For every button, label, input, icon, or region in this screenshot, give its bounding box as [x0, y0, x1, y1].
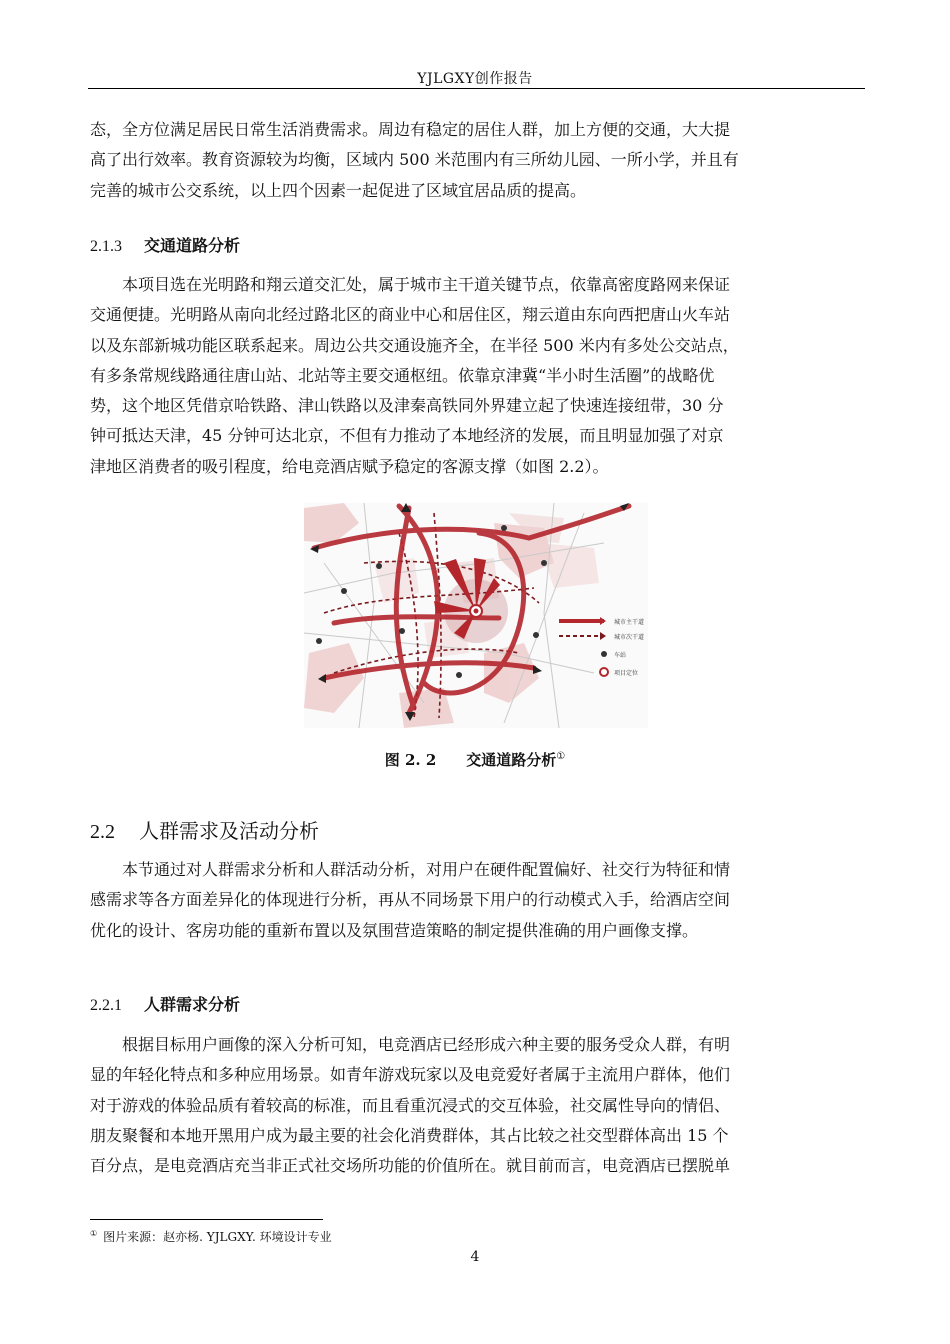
text-line: 有多条常规线路通往唐山站、北站等主要交通枢纽。依靠京津冀“半小时生活圈”的战略优: [90, 365, 715, 385]
legend-secondary-road-label: 城市次干道: [614, 634, 645, 641]
section-number: 2.2.1: [90, 997, 122, 1014]
legend-station-swatch: [601, 651, 607, 657]
page-header: YJLGXY创作报告: [417, 71, 533, 87]
footnote-mark: ①: [90, 1229, 98, 1238]
text-line: 优化的设计、客房功能的重新布置以及氛围营造策略的制定提供准确的用户画像支撑。: [90, 920, 699, 940]
text-line: 以及东部新城功能区联系起来。周边公共交通设施齐全，在半径 500 米内有多处公交站点，: [90, 335, 739, 355]
section-title: 交通道路分析: [144, 236, 241, 255]
text-line: 感需求等各方面差异化的体现进行分析，再从不同场景下用户的行动模式入手，给酒店空间: [90, 890, 731, 910]
paragraph-1: [90, 115, 860, 206]
section-title: 人群需求分析: [144, 995, 241, 1014]
text-line: 高了出行效率。教育资源较为均衡，区域内 500 米范围内有三所幼儿园、一所小学，并且有: [90, 150, 739, 170]
legend-project-swatch: [600, 668, 608, 676]
legend-main-road-label: 城市主干道: [614, 619, 645, 626]
legend-station-label: 车站: [614, 652, 627, 659]
section-heading-2-1-3: [90, 233, 240, 256]
text-line: 津地区消费者的吸引程度，给电竞酒店赋予稳定的客源支撑（如图 2.2）。: [90, 456, 609, 476]
text-line: 朋友聚餐和本地开黑用户成为最主要的社会化消费群体，其占比较之社交型群体高出 15 个: [90, 1125, 729, 1145]
text-line: 交通便捷。光明路从南向北经过路北区的商业中心和居住区，翔云道由东向西把唐山火车站: [90, 305, 731, 325]
footnote: [90, 1228, 332, 1245]
text-line: 显的年轻化特点和多种应用场景。如青年游戏玩家以及电竞爱好者属于主流用户群体，他们: [90, 1065, 731, 1085]
paragraph-3: [90, 855, 860, 946]
paragraph-4: [90, 1030, 860, 1181]
footnote-text: 图片来源：赵亦杨. YJLGXY. 环境设计专业: [103, 1230, 332, 1244]
text-line: 势，这个地区凭借京哈铁路、津山铁路以及津秦高铁同外界建立起了快速连接纽带，30 分: [90, 396, 724, 416]
traffic-map-figure: [304, 503, 648, 728]
footnote-rule: [90, 1219, 323, 1220]
text-line: 态，全方位满足居民日常生活消费需求。周边有稳定的居住人群，加上方便的交通，大大提: [90, 120, 731, 139]
section-number: 2.2: [90, 821, 115, 843]
text-line: 钟可抵达天津，45 分钟可达北京，不但有力推动了本地经济的发展，而且明显加强了对京: [90, 426, 724, 446]
footnote-ref[interactable]: ①: [556, 751, 566, 762]
traffic-map: [304, 503, 648, 728]
text-line: 本项目选在光明路和翔云道交汇处，属于城市主干道关键节点，依靠高密度路网来保证: [122, 275, 731, 294]
caption-title: 交通道路分析: [466, 751, 557, 769]
caption-number: 图 2. 2: [384, 751, 437, 769]
section-title: 人群需求及活动分析: [139, 819, 319, 843]
section-heading-2-2-1: [90, 992, 240, 1015]
header-rule: [88, 88, 865, 89]
paragraph-2: [90, 270, 860, 482]
text-line: 对于游戏的体验品质有着较高的标准，而且看重沉浸式的交互体验，社交属性导向的情侣、: [90, 1095, 731, 1115]
text-line: 本节通过对人群需求分析和人群活动分析，对用户在硬件配置偏好、社交行为特征和情: [122, 860, 731, 879]
text-line: 根据目标用户画像的深入分析可知，电竞酒店已经形成六种主要的服务受众人群，有明: [122, 1035, 731, 1054]
legend-project-label: 项目定位: [614, 670, 639, 677]
text-line: 完善的城市公交系统，以上四个因素一起促进了区域宜居品质的提高。: [90, 180, 587, 200]
figure-caption: [0, 749, 950, 770]
text-line: 百分点，是电竞酒店充当非正式社交场所功能的价值所在。就目前而言，电竞酒店已摆脱单: [90, 1156, 731, 1176]
page-number: 4: [470, 1249, 480, 1265]
section-number: 2.1.3: [90, 238, 122, 255]
section-heading-2-2: [90, 815, 319, 844]
